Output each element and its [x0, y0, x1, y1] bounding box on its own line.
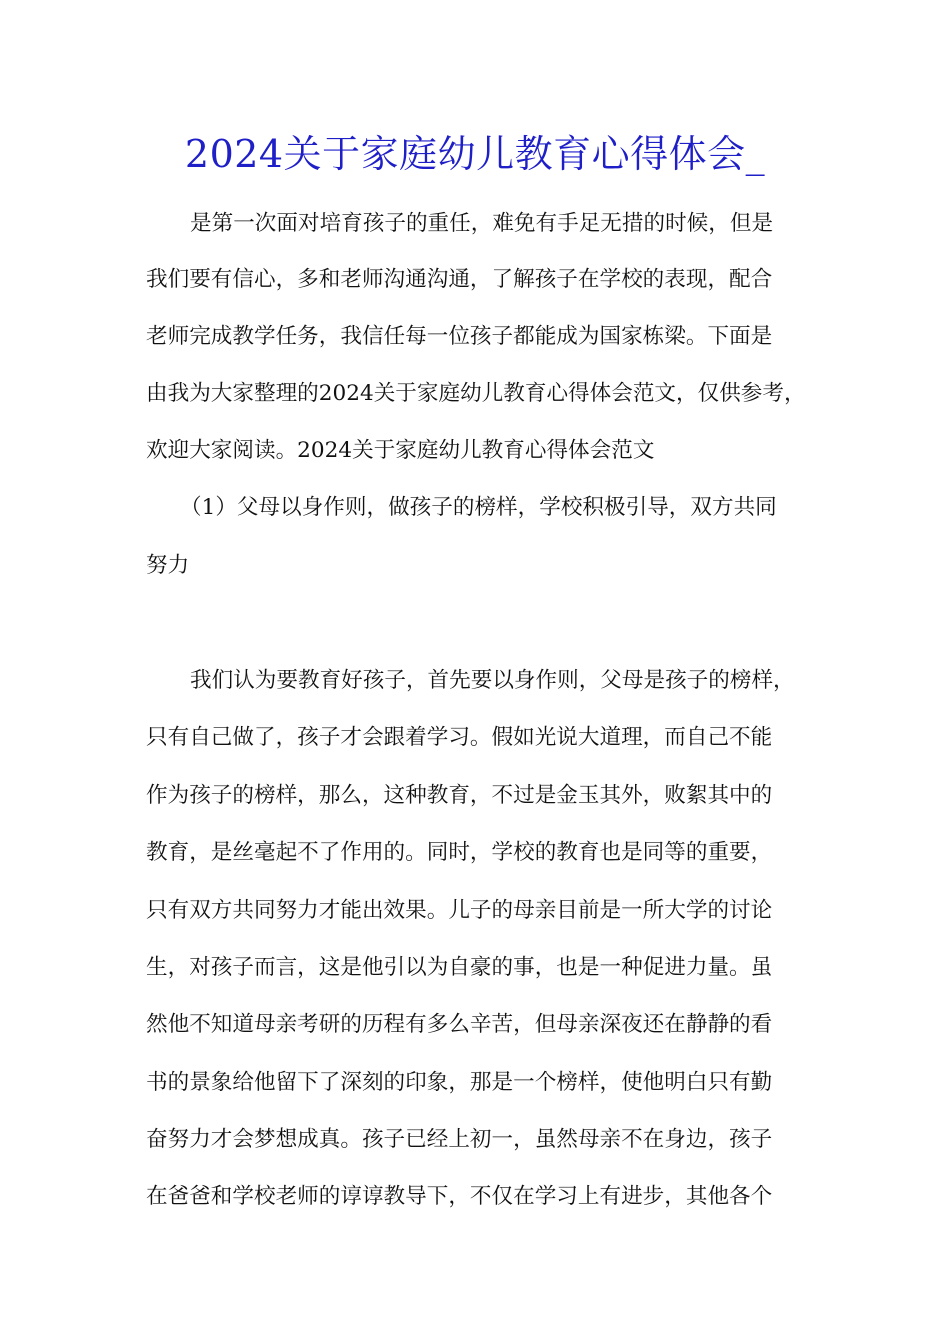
- paragraph-line: （1）父母以身作则，做孩子的榜样，学校积极引导，双方共同: [180, 495, 777, 520]
- paragraph-line: 教育，是丝毫起不了作用的。同时，学校的教育也是同等的重要，: [146, 840, 773, 865]
- paragraph-line: 只有双方共同努力才能出效果。儿子的母亲目前是一所大学的讨论: [146, 898, 773, 923]
- paragraph-line: 老师完成教学任务，我信任每一位孩子都能成为国家栋梁。下面是: [146, 324, 773, 349]
- paragraph-line: 然他不知道母亲考研的历程有多么辛苦，但母亲深夜还在静静的看: [146, 1012, 773, 1037]
- paragraph-line: 由我为大家整理的2024关于家庭幼儿教育心得体会范文，仅供参考，: [146, 381, 806, 406]
- paragraph-line: 作为孩子的榜样，那么，这种教育，不过是金玉其外，败絮其中的: [146, 783, 773, 808]
- paragraph-line: 我们要有信心，多和老师沟通沟通，了解孩子在学校的表现，配合: [146, 267, 773, 292]
- paragraph-line: 生，对孩子而言，这是他引以为自豪的事，也是一种促进力量。虽: [146, 955, 773, 980]
- document-title: 2024关于家庭幼儿教育心得体会_: [184, 132, 766, 176]
- paragraph-line: 在爸爸和学校老师的谆谆教导下，不仅在学习上有进步，其他各个: [146, 1184, 773, 1209]
- paragraph-line: 书的景象给他留下了深刻的印象，那是一个榜样，使他明白只有勤: [146, 1070, 773, 1095]
- paragraph-line: 欢迎大家阅读。2024关于家庭幼儿教育心得体会范文: [146, 438, 655, 463]
- paragraph-line: 奋努力才会梦想成真。孩子已经上初一，虽然母亲不在身边，孩子: [146, 1127, 773, 1152]
- paragraph-line: 我们认为要教育好孩子，首先要以身作则，父母是孩子的榜样，: [190, 668, 795, 693]
- paragraph-line: 努力: [146, 553, 190, 578]
- paragraph-line: 只有自己做了，孩子才会跟着学习。假如光说大道理，而自己不能: [146, 725, 773, 750]
- paragraph-line: 是第一次面对培育孩子的重任，难免有手足无措的时候，但是: [190, 211, 774, 236]
